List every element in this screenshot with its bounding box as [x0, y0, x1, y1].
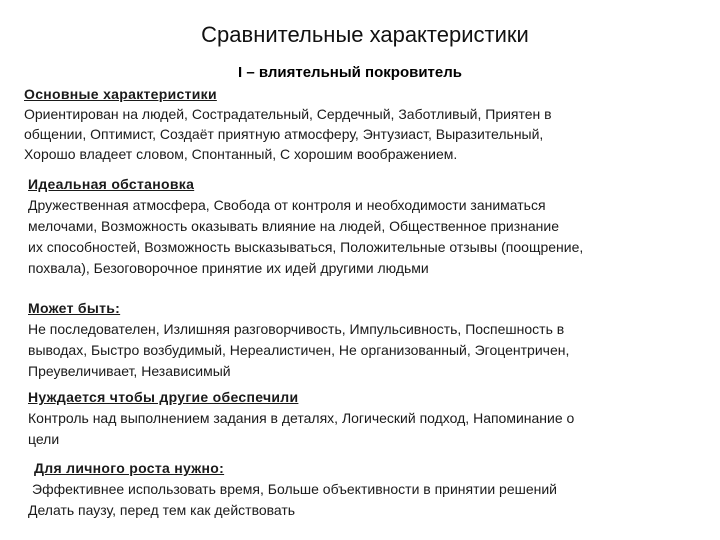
section-heading: Для личного роста нужно:	[34, 460, 225, 476]
text-line: Дружественная атмосфера, Свобода от контроля и необходимости заниматься	[28, 197, 546, 213]
text-line: выводах, Быстро возбудимый, Нереалистичен, Не организованный, Эгоцентричен,	[28, 342, 570, 358]
text-line: их способностей, Возможность высказываться, Положительные отзывы (поощрение,	[28, 239, 584, 255]
section-ideal-environment	[28, 174, 583, 279]
text-line: Делать паузу, перед тем как действовать	[28, 502, 296, 518]
text-line: Не последователен, Излишняя разговорчивость, Импульсивность, Поспешность в	[28, 321, 565, 337]
section-heading: Идеальная обстановка	[28, 176, 195, 192]
text-line: Хорошо владеет словом, Спонтанный, С хорошим воображением.	[24, 146, 458, 162]
section-heading: Основные характеристики	[24, 86, 217, 102]
section-heading: Нуждается чтобы другие обеспечили	[28, 389, 299, 405]
section-may-be	[28, 298, 569, 382]
text-line: Контроль над выполнением задания в деталях, Логический подход, Напоминание о	[28, 410, 575, 426]
section-main-characteristics	[24, 84, 552, 164]
section-personal-growth	[28, 458, 557, 521]
text-line: Эффективнее использовать время, Больше объективности в принятии решений	[32, 481, 558, 497]
text-line: Преувеличивает, Независимый	[28, 363, 231, 379]
section-needs-from-others	[28, 387, 574, 450]
text-line: похвала), Безоговорочное принятие их идей другими людьми	[28, 260, 429, 276]
text-line: цели	[28, 431, 60, 447]
page-title: Сравнительные характеристики	[201, 22, 529, 47]
section-heading: Может быть:	[28, 300, 121, 316]
page-subtitle: I – влиятельный покровитель	[237, 64, 462, 81]
text-line: мелочами, Возможность оказывать влияние на людей, Общественное признание	[28, 218, 560, 234]
text-line: Ориентирован на людей, Сострадательный, Сердечный, Заботливый, Приятен в	[24, 106, 552, 122]
text-line: общении, Оптимист, Создаёт приятную атмосферу, Энтузиаст, Выразительный,	[24, 126, 544, 142]
